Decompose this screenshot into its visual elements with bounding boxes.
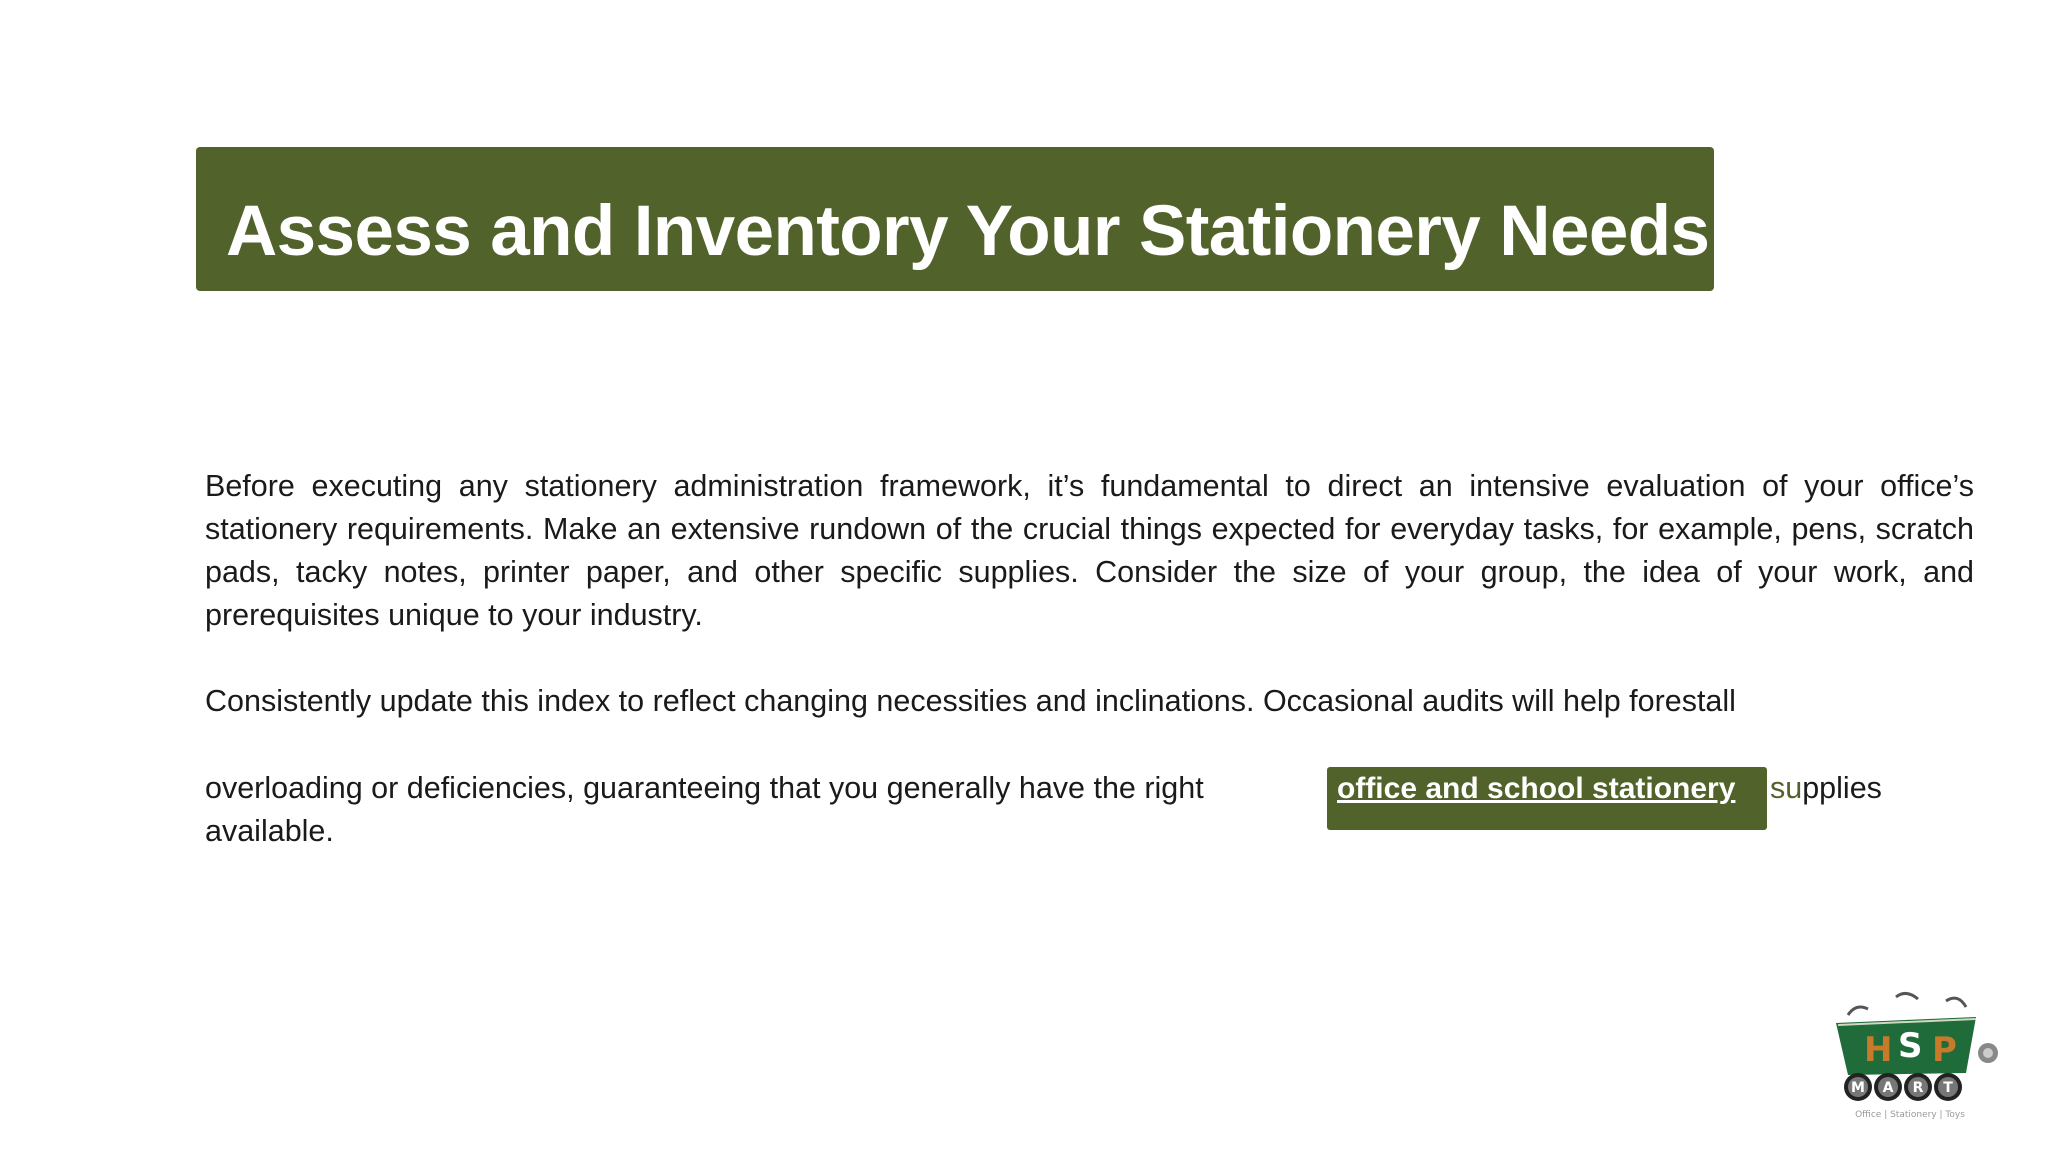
logo-letter-t: T <box>1943 1080 1953 1096</box>
supplies-prefix: su <box>1770 771 1803 805</box>
title-banner <box>196 147 1714 291</box>
paragraph-overloading-line: overloading or deficiencies, guaranteeing that you generally have the right <box>205 771 1204 805</box>
logo-letter-a: A <box>1882 1080 1894 1096</box>
paragraph-update-index: Consistently update this index to reflect changing necessities and inclinations. Occasional audits will help forestall <box>205 684 1736 718</box>
office-school-stationery-link[interactable]: office and school stationery <box>1337 772 1736 805</box>
slide-title: Assess and Inventory Your Stationery Needs <box>226 192 1710 271</box>
logo-letter-p: P <box>1932 1030 1957 1070</box>
paragraph-assessment: Before executing any stationery administration framework, it’s fundamental to direct an intensive evaluation of your office’s stationery requirements. Make an extensive rundown of the crucial things expected for everyday tasks, for example, pens, scratch pads, tacky notes, printer paper, and other specific supplies. Consider the size of your group, the idea of your work, and prerequisites unique to your industry. <box>205 469 1974 632</box>
paragraph-available: available. <box>205 814 334 848</box>
supplies-text <box>1770 767 1882 810</box>
supplies-rest: pplies <box>1802 771 1882 805</box>
logo-letter-r: R <box>1912 1080 1924 1096</box>
logo-letter-m: M <box>1851 1080 1865 1096</box>
logo-tagline: Office | Stationery | Toys <box>1855 1110 1965 1120</box>
logo-letter-s: S <box>1898 1026 1923 1066</box>
hsp-mart-logo <box>1826 985 2006 1130</box>
logo-letter-h: H <box>1864 1030 1893 1070</box>
